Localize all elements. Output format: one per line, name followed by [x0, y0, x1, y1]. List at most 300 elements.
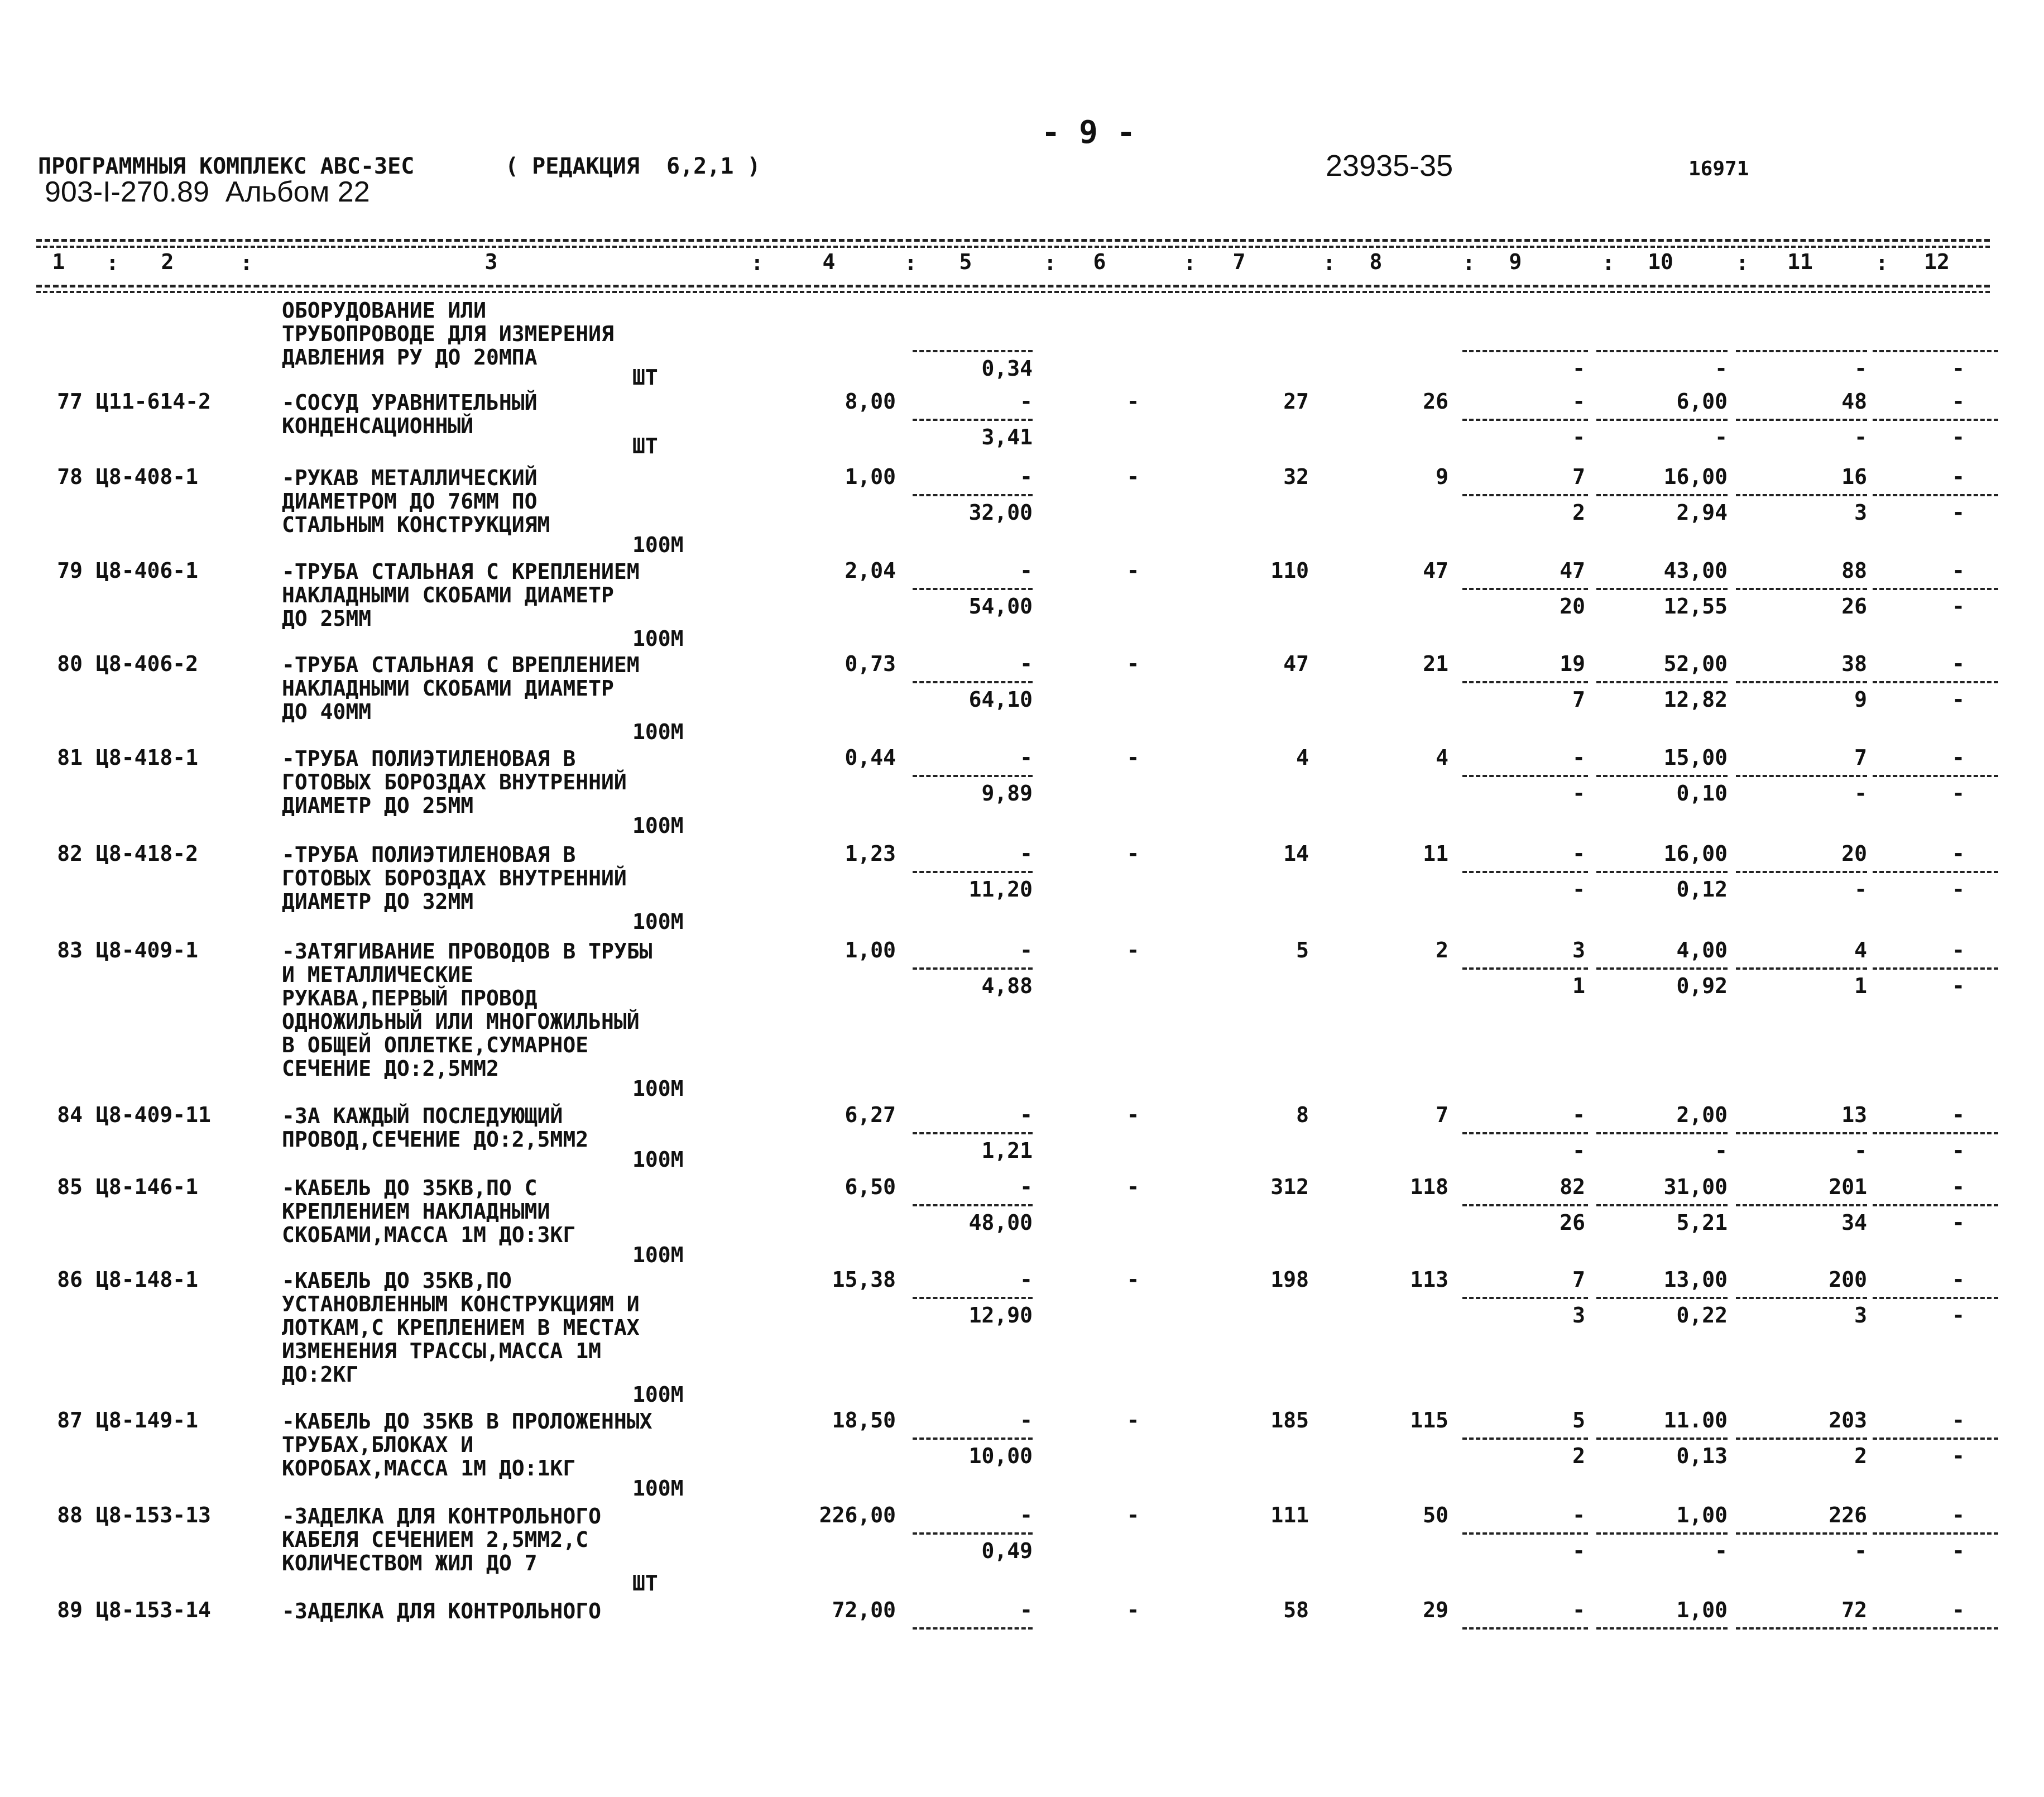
cell-c12-bottom: -: [1952, 781, 1965, 806]
cell-c10-top: 4,00: [1676, 938, 1728, 962]
cell-c11-top: 4: [1854, 938, 1867, 962]
cell-c10-bottom: 0,92: [1676, 974, 1728, 998]
cell-c11-top: 226: [1829, 1503, 1867, 1527]
row-description: ДО 40ММ: [282, 699, 372, 724]
cell-c10-bottom: -: [1715, 1138, 1728, 1163]
cell-c12-bottom: -: [1952, 356, 1965, 381]
row-description: -СОСУД УРАВНИТЕЛЬНЫЙ: [282, 390, 538, 415]
fraction-line: [913, 681, 1033, 683]
cell-c10-top: 16,00: [1663, 841, 1728, 866]
cell-c10-top: 43,00: [1663, 558, 1728, 583]
fraction-line: [1873, 1297, 1998, 1299]
row-unit: 100М: [632, 909, 684, 934]
cell-c8: 47: [1423, 558, 1448, 583]
fraction-line: [1596, 1204, 1728, 1206]
fraction-line: [1462, 588, 1588, 590]
row-description: -ЗАДЕЛКА ДЛЯ КОНТРОЛЬНОГО: [282, 1599, 601, 1623]
cell-c6: -: [1126, 389, 1140, 414]
fraction-line: [1596, 350, 1728, 352]
fraction-line: [1462, 871, 1588, 873]
fraction-line: [1873, 350, 1998, 352]
cell-c10-top: 1,00: [1676, 1598, 1728, 1622]
column-separator: :: [1183, 251, 1196, 275]
cell-c11-bottom: 34: [1841, 1210, 1867, 1235]
cell-c9-bottom: 20: [1560, 594, 1585, 619]
column-header-11: 11: [1787, 250, 1813, 274]
cell-c9-bottom: -: [1572, 781, 1585, 806]
cell-c9-top: 82: [1560, 1175, 1585, 1199]
fraction-line: [1736, 588, 1867, 590]
page-number: - 9 -: [1041, 114, 1136, 151]
fraction-line: [1596, 1297, 1728, 1299]
row-number: 77: [57, 389, 83, 414]
row-description: ПРОВОД,СЕЧЕНИЕ ДО:2,5ММ2: [282, 1127, 589, 1152]
cell-c10-bottom: -: [1715, 356, 1728, 381]
cell-c7: 111: [1270, 1503, 1309, 1527]
cell-quantity: 6,27: [845, 1103, 896, 1127]
column-header-9: 9: [1509, 250, 1522, 274]
fraction-line: [1462, 419, 1588, 421]
cell-c12-bottom: -: [1952, 1539, 1965, 1563]
cell-c7: 47: [1283, 651, 1309, 676]
row-description: КОЛИЧЕСТВОМ ЖИЛ ДО 7: [282, 1551, 538, 1575]
cell-c11-top: 201: [1829, 1175, 1867, 1199]
cell-c5-bottom: 4,88: [981, 974, 1033, 998]
cell-c9-top: -: [1572, 1598, 1585, 1622]
cell-c8: 113: [1410, 1267, 1448, 1292]
cell-c5-top: -: [1020, 1408, 1033, 1432]
fraction-line: [1873, 588, 1998, 590]
fraction-line: [1873, 967, 1998, 970]
row-number: 87: [57, 1408, 83, 1432]
column-separator: :: [240, 251, 253, 275]
row-code: Ц8-406-2: [96, 651, 199, 676]
fraction-line: [1462, 350, 1588, 352]
cell-c9-top: 47: [1560, 558, 1585, 583]
cell-c12-bottom: -: [1952, 500, 1965, 525]
cell-c11-bottom: 2: [1854, 1444, 1867, 1468]
fraction-line: [1462, 1132, 1588, 1134]
row-description: ДО 25ММ: [282, 606, 372, 631]
cell-c5-top: -: [1020, 745, 1033, 770]
row-number: 80: [57, 651, 83, 676]
column-separator: :: [1323, 251, 1336, 275]
row-description: ДАВЛЕНИЯ РУ ДО 20МПА: [282, 345, 538, 370]
row-unit: 100М: [632, 720, 684, 744]
cell-c11-top: 48: [1841, 389, 1867, 414]
cell-c5-top: -: [1020, 558, 1033, 583]
row-unit: 100М: [632, 813, 684, 838]
fraction-line: [1873, 419, 1998, 421]
cell-c8: 21: [1423, 651, 1448, 676]
cell-c7: 312: [1270, 1175, 1309, 1199]
cell-c9-top: 7: [1572, 1267, 1585, 1292]
column-separator: :: [1736, 251, 1749, 275]
fraction-line: [913, 967, 1033, 970]
cell-c5-bottom: 1,21: [981, 1138, 1033, 1163]
cell-c7: 14: [1283, 841, 1309, 866]
fraction-line: [1596, 1132, 1728, 1134]
cell-c11-top: 72: [1841, 1598, 1867, 1622]
cell-c12-top: -: [1952, 1267, 1965, 1292]
row-code: Ц8-406-1: [96, 558, 199, 583]
cell-quantity: 18,50: [832, 1408, 896, 1432]
column-header-4: 4: [822, 250, 836, 274]
cell-c10-bottom: -: [1715, 1539, 1728, 1563]
cell-c6: -: [1126, 1598, 1140, 1622]
cell-c11-bottom: -: [1854, 356, 1867, 381]
row-description: ГОТОВЫХ БОРОЗДАХ ВНУТРЕННИЙ: [282, 866, 627, 890]
fraction-line: [1736, 1132, 1867, 1134]
column-header-7: 7: [1232, 250, 1246, 274]
row-description: КАБЕЛЯ СЕЧЕНИЕМ 2,5ММ2,С: [282, 1527, 589, 1552]
row-number: 82: [57, 841, 83, 866]
cell-c5-top: -: [1020, 464, 1033, 489]
cell-c8: 118: [1410, 1175, 1448, 1199]
edition: ( РЕДАКЦИЯ 6,2,1 ): [505, 154, 761, 179]
cell-quantity: 72,00: [832, 1598, 896, 1622]
cell-c9-bottom: 26: [1560, 1210, 1585, 1235]
fraction-line: [1736, 871, 1867, 873]
row-description: -ТРУБА ПОЛИЭТИЛЕНОВАЯ В: [282, 746, 576, 771]
fraction-line: [1736, 1627, 1867, 1630]
column-header-3: 3: [484, 250, 498, 274]
cell-c11-top: 20: [1841, 841, 1867, 866]
fraction-line: [1462, 775, 1588, 777]
cell-c12-top: -: [1952, 651, 1965, 676]
row-unit: 100М: [632, 1382, 684, 1407]
row-description: -ТРУБА СТАЛЬНАЯ С ВРЕПЛЕНИЕМ: [282, 653, 640, 677]
cell-c6: -: [1126, 651, 1140, 676]
row-unit: 100М: [632, 1476, 684, 1501]
column-header-1: 1: [52, 250, 65, 274]
row-unit: 100М: [632, 1243, 684, 1267]
cell-c5-bottom: 0,49: [981, 1539, 1033, 1563]
cell-c11-bottom: -: [1854, 781, 1867, 806]
cell-c10-bottom: 0,22: [1676, 1303, 1728, 1328]
row-number: 83: [57, 938, 83, 962]
cell-c11-top: 16: [1841, 464, 1867, 489]
cell-c7: 5: [1296, 938, 1309, 962]
row-number: 89: [57, 1598, 83, 1622]
cell-c11-bottom: 26: [1841, 594, 1867, 619]
fraction-line: [1736, 1532, 1867, 1535]
cell-c8: 115: [1410, 1408, 1448, 1432]
cell-c12-bottom: -: [1952, 1303, 1965, 1328]
fraction-line: [1736, 1297, 1867, 1299]
row-code: Ц8-149-1: [96, 1408, 199, 1432]
header-bottom-rule: [36, 285, 1990, 287]
cell-c5-bottom: 11,20: [968, 877, 1033, 902]
cell-quantity: 1,00: [845, 938, 896, 962]
row-description: ИЗМЕНЕНИЯ ТРАССЫ,МАССА 1М: [282, 1339, 601, 1363]
cell-c12-bottom: -: [1952, 594, 1965, 619]
cell-c6: -: [1126, 745, 1140, 770]
cell-c6: -: [1126, 1103, 1140, 1127]
row-code: Ц8-153-14: [96, 1598, 211, 1622]
fraction-line: [1873, 494, 1998, 496]
fraction-line: [1462, 967, 1588, 970]
fraction-line: [1462, 681, 1588, 683]
row-description: ОБОРУДОВАНИЕ ИЛИ: [282, 298, 487, 323]
cell-c5-bottom: 12,90: [968, 1303, 1033, 1328]
row-description: СКОБАМИ,МАССА 1М ДО:3КГ: [282, 1223, 576, 1247]
column-separator: :: [1462, 251, 1475, 275]
row-code: Ц11-614-2: [96, 389, 211, 414]
cell-c9-top: -: [1572, 841, 1585, 866]
cell-c12-top: -: [1952, 1175, 1965, 1199]
cell-c5-top: -: [1020, 1103, 1033, 1127]
table-top-rule-2: [36, 246, 1990, 248]
cell-c11-top: 13: [1841, 1103, 1867, 1127]
fraction-line: [1596, 1532, 1728, 1535]
fraction-line: [1873, 1132, 1998, 1134]
row-description: РУКАВА,ПЕРВЫЙ ПРОВОД: [282, 986, 538, 1010]
cell-c11-top: 88: [1841, 558, 1867, 583]
cell-c11-top: 200: [1829, 1267, 1867, 1292]
fraction-line: [913, 1132, 1033, 1134]
cell-c11-bottom: -: [1854, 1539, 1867, 1563]
row-code: Ц8-408-1: [96, 464, 199, 489]
cell-c8: 7: [1436, 1103, 1448, 1127]
fraction-line: [1736, 350, 1867, 352]
row-description: -ЗАТЯГИВАНИЕ ПРОВОДОВ В ТРУБЫ: [282, 939, 652, 964]
cell-c6: -: [1126, 1503, 1140, 1527]
cell-c9-bottom: -: [1572, 1138, 1585, 1163]
row-description: КОНДЕНСАЦИОННЫЙ: [282, 414, 474, 438]
cell-c12-bottom: -: [1952, 425, 1965, 449]
row-description: -ЗАДЕЛКА ДЛЯ КОНТРОЛЬНОГО: [282, 1504, 601, 1528]
cell-c12-bottom: -: [1952, 877, 1965, 902]
cell-c5-bottom: 48,00: [968, 1210, 1033, 1235]
cell-c5-top: -: [1020, 938, 1033, 962]
cell-c9-bottom: -: [1572, 356, 1585, 381]
row-unit: 100М: [632, 1076, 684, 1101]
fraction-line: [1736, 494, 1867, 496]
cell-c10-bottom: 2,94: [1676, 500, 1728, 525]
cell-c5-top: -: [1020, 389, 1033, 414]
fraction-line: [1596, 775, 1728, 777]
fraction-line: [1736, 1437, 1867, 1440]
row-code: Ц8-418-1: [96, 745, 199, 770]
cell-c7: 8: [1296, 1103, 1309, 1127]
fraction-line: [1596, 871, 1728, 873]
row-description: НАКЛАДНЫМИ СКОБАМИ ДИАМЕТР: [282, 583, 614, 607]
cell-c12-top: -: [1952, 389, 1965, 414]
cell-c6: -: [1126, 938, 1140, 962]
cell-c5-bottom: 9,89: [981, 781, 1033, 806]
cell-c10-top: 11.00: [1663, 1408, 1728, 1432]
cell-c7: 4: [1296, 745, 1309, 770]
table-top-rule: [36, 239, 1990, 242]
row-description: СТАЛЬНЫМ КОНСТРУКЦИЯМ: [282, 512, 550, 537]
fraction-line: [1462, 494, 1588, 496]
fraction-line: [1462, 1204, 1588, 1206]
cell-c9-bottom: 2: [1572, 1444, 1585, 1468]
cell-c12-top: -: [1952, 938, 1965, 962]
row-number: 86: [57, 1267, 83, 1292]
fraction-line: [913, 1204, 1033, 1206]
row-number: 85: [57, 1175, 83, 1199]
fraction-line: [1462, 1627, 1588, 1630]
document-number: 23935-35: [1326, 149, 1453, 183]
fraction-line: [1736, 775, 1867, 777]
cell-c10-top: 15,00: [1663, 745, 1728, 770]
cell-c10-bottom: 0,13: [1676, 1444, 1728, 1468]
cell-c10-top: 1,00: [1676, 1503, 1728, 1527]
cell-c10-bottom: 5,21: [1676, 1210, 1728, 1235]
cell-c5-bottom: 0,34: [981, 356, 1033, 381]
fraction-line: [1873, 681, 1998, 683]
fraction-line: [1596, 1437, 1728, 1440]
fraction-line: [1873, 1627, 1998, 1630]
row-description: ТРУБОПРОВОДЕ ДЛЯ ИЗМЕРЕНИЯ: [282, 322, 614, 346]
cell-c9-bottom: 1: [1572, 974, 1585, 998]
column-separator: :: [1602, 251, 1615, 275]
cell-c12-bottom: -: [1952, 687, 1965, 712]
row-unit: ШТ: [632, 434, 658, 458]
row-unit: 100М: [632, 533, 684, 557]
cell-c8: 29: [1423, 1598, 1448, 1622]
cell-c7: 32: [1283, 464, 1309, 489]
fraction-line: [1596, 419, 1728, 421]
cell-quantity: 15,38: [832, 1267, 896, 1292]
row-description: ОДНОЖИЛЬНЫЙ ИЛИ МНОГОЖИЛЬНЫЙ: [282, 1009, 640, 1034]
fraction-line: [913, 1297, 1033, 1299]
cell-c10-bottom: -: [1715, 425, 1728, 449]
cell-c10-top: 52,00: [1663, 651, 1728, 676]
row-number: 79: [57, 558, 83, 583]
cell-c12-top: -: [1952, 1103, 1965, 1127]
cell-c8: 50: [1423, 1503, 1448, 1527]
fraction-line: [913, 775, 1033, 777]
cell-c11-bottom: -: [1854, 425, 1867, 449]
cell-c6: -: [1126, 1175, 1140, 1199]
cell-quantity: 1,00: [845, 464, 896, 489]
column-header-8: 8: [1369, 250, 1383, 274]
cell-c6: -: [1126, 841, 1140, 866]
fraction-line: [913, 1627, 1033, 1630]
fraction-line: [913, 1532, 1033, 1535]
cell-c9-bottom: 2: [1572, 500, 1585, 525]
fraction-line: [913, 1437, 1033, 1440]
cell-c6: -: [1126, 464, 1140, 489]
column-separator: :: [1044, 251, 1057, 275]
cell-c5-bottom: 64,10: [968, 687, 1033, 712]
fraction-line: [1873, 1437, 1998, 1440]
cell-c5-top: -: [1020, 1503, 1033, 1527]
cell-c12-top: -: [1952, 558, 1965, 583]
column-separator: :: [106, 251, 119, 275]
row-code: Ц8-146-1: [96, 1175, 199, 1199]
row-description: НАКЛАДНЫМИ СКОБАМИ ДИАМЕТР: [282, 676, 614, 701]
row-description: И МЕТАЛЛИЧЕСКИЕ: [282, 962, 474, 987]
cell-c10-top: 6,00: [1676, 389, 1728, 414]
cell-c12-top: -: [1952, 1408, 1965, 1432]
fraction-line: [1736, 967, 1867, 970]
row-description: УСТАНОВЛЕННЫМ КОНСТРУКЦИЯМ И: [282, 1292, 640, 1316]
row-description: -ТРУБА ПОЛИЭТИЛЕНОВАЯ В: [282, 842, 576, 867]
row-description: ДИАМЕТР ДО 25ММ: [282, 793, 474, 818]
fraction-line: [913, 588, 1033, 590]
cell-c8: 4: [1436, 745, 1448, 770]
cell-c7: 27: [1283, 389, 1309, 414]
row-description: -РУКАВ МЕТАЛЛИЧЕСКИЙ: [282, 466, 538, 490]
fraction-line: [1596, 967, 1728, 970]
column-separator: :: [751, 251, 764, 275]
header-bottom-rule-2: [36, 291, 1990, 293]
cell-c8: 2: [1436, 938, 1448, 962]
cell-c5-bottom: 54,00: [968, 594, 1033, 619]
cell-c11-top: 7: [1854, 745, 1867, 770]
row-unit: ШТ: [632, 1571, 658, 1595]
cell-c7: 58: [1283, 1598, 1309, 1622]
fraction-line: [913, 350, 1033, 352]
cell-c10-top: 31,00: [1663, 1175, 1728, 1199]
fraction-line: [913, 419, 1033, 421]
cell-c9-top: 19: [1560, 651, 1585, 676]
fraction-line: [1873, 1204, 1998, 1206]
fraction-line: [1736, 419, 1867, 421]
cell-c9-top: -: [1572, 745, 1585, 770]
row-description: ГОТОВЫХ БОРОЗДАХ ВНУТРЕННИЙ: [282, 770, 627, 794]
fraction-line: [913, 494, 1033, 496]
row-code: Ц8-418-2: [96, 841, 199, 866]
cell-c5-top: -: [1020, 1598, 1033, 1622]
fraction-line: [1596, 1627, 1728, 1630]
cell-c10-top: 13,00: [1663, 1267, 1728, 1292]
album-label: 903-I-270.89 Альбом 22: [45, 176, 370, 208]
cell-c11-bottom: 9: [1854, 687, 1867, 712]
cell-c10-top: 2,00: [1676, 1103, 1728, 1127]
cell-c9-top: 5: [1572, 1408, 1585, 1432]
cell-c9-bottom: -: [1572, 1539, 1585, 1563]
cell-c10-bottom: 12,55: [1663, 594, 1728, 619]
column-header-10: 10: [1648, 250, 1673, 274]
cell-c6: -: [1126, 1408, 1140, 1432]
row-description: -КАБЕЛЬ ДО 35КВ В ПРОЛОЖЕННЫХ: [282, 1409, 652, 1434]
cell-c9-bottom: -: [1572, 425, 1585, 449]
row-number: 78: [57, 464, 83, 489]
row-number: 88: [57, 1503, 83, 1527]
fraction-line: [1462, 1297, 1588, 1299]
row-description: В ОБЩЕЙ ОПЛЕТКЕ,СУМАРНОЕ: [282, 1033, 589, 1057]
cell-c10-bottom: 0,10: [1676, 781, 1728, 806]
fraction-line: [1462, 1532, 1588, 1535]
cell-c12-top: -: [1952, 464, 1965, 489]
cell-c11-bottom: -: [1854, 1138, 1867, 1163]
fraction-line: [1736, 681, 1867, 683]
fraction-line: [1596, 588, 1728, 590]
fraction-line: [1736, 1204, 1867, 1206]
cell-c11-bottom: 3: [1854, 1303, 1867, 1328]
cell-c6: -: [1126, 558, 1140, 583]
cell-c5-bottom: 3,41: [981, 425, 1033, 449]
row-description: -ЗА КАЖДЫЙ ПОСЛЕДУЮЩИЙ: [282, 1104, 563, 1128]
program-name: ПРОГРАММНЫЯ КОМПЛЕКС АВС-3ЕС: [38, 154, 415, 179]
row-description: ТРУБАХ,БЛОКАХ И: [282, 1432, 474, 1457]
cell-quantity: 0,44: [845, 745, 896, 770]
cell-c12-bottom: -: [1952, 974, 1965, 998]
cell-c12-top: -: [1952, 1503, 1965, 1527]
cell-quantity: 6,50: [845, 1175, 896, 1199]
cell-c11-bottom: 1: [1854, 974, 1867, 998]
cell-c8: 26: [1423, 389, 1448, 414]
cell-c10-bottom: 12,82: [1663, 687, 1728, 712]
column-header-5: 5: [959, 250, 972, 274]
cell-c7: 198: [1270, 1267, 1309, 1292]
column-header-12: 12: [1924, 250, 1950, 274]
